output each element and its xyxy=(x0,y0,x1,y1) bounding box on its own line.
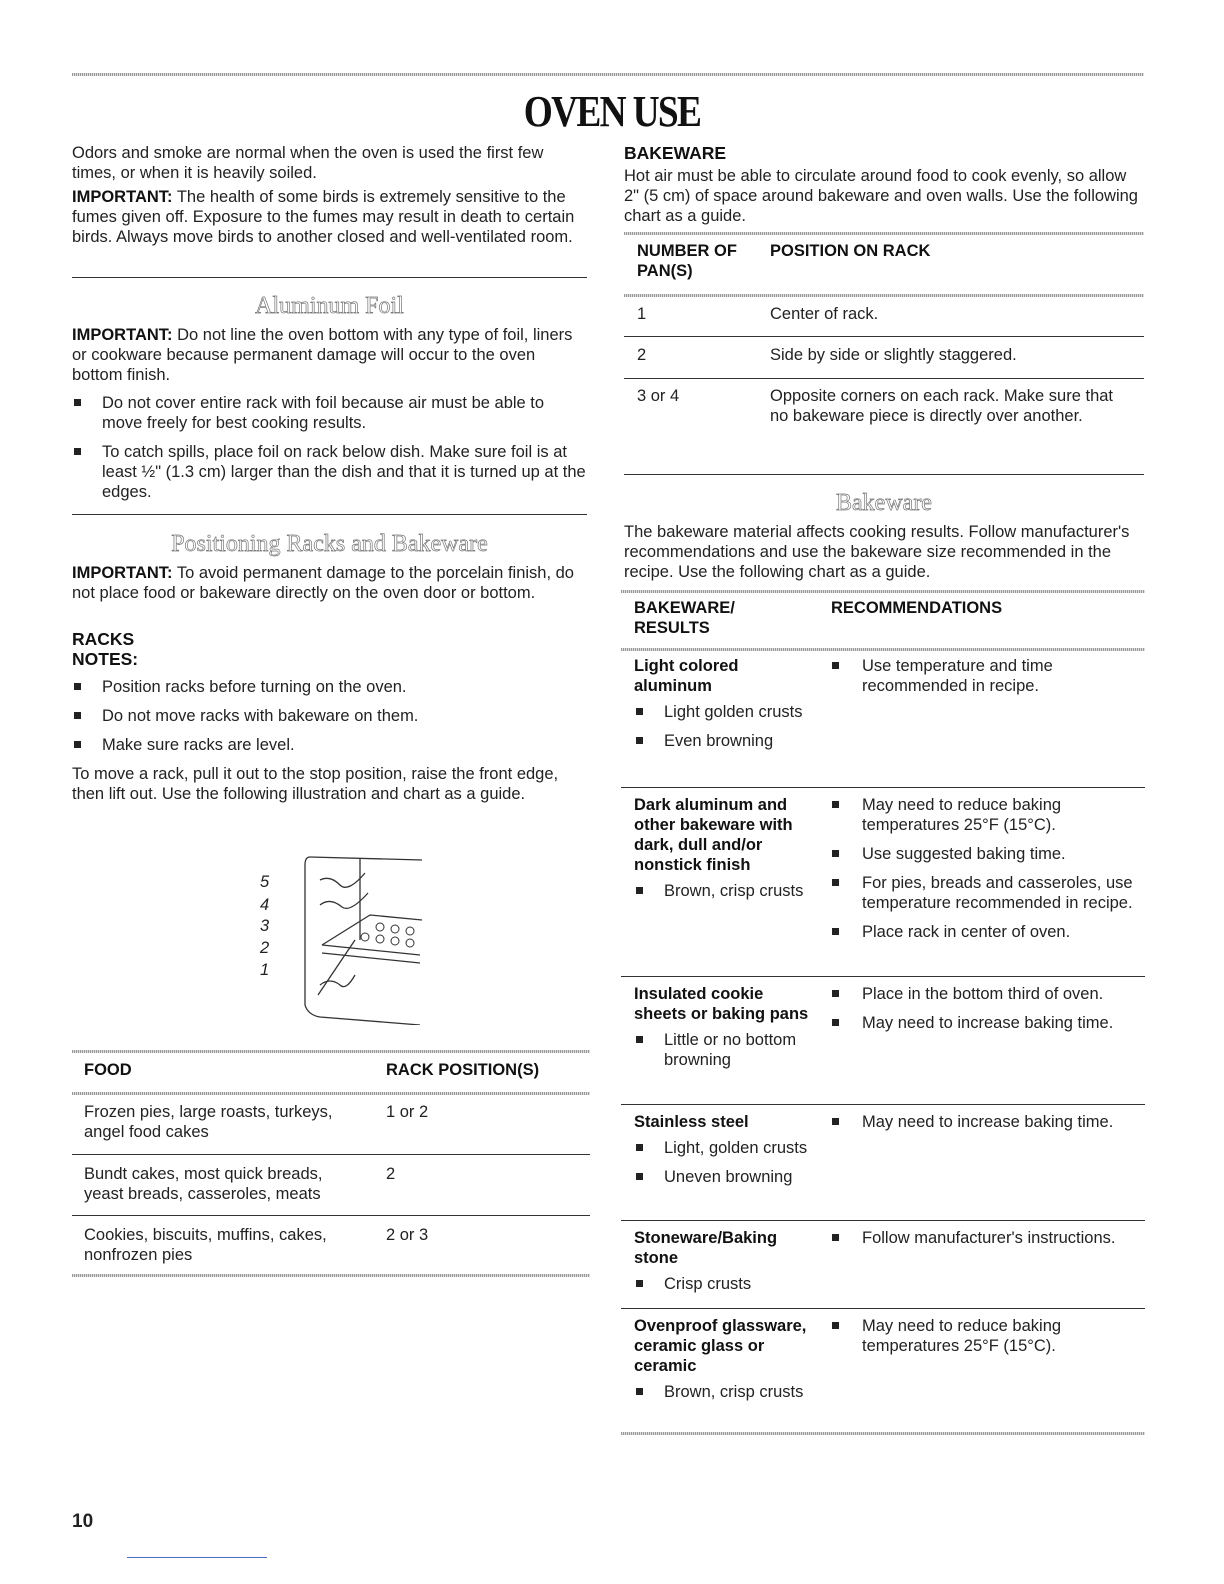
recommendation-item: Use temperature and time recommended in recipe. xyxy=(830,656,1140,696)
positioning-heading: Positioning Racks and Bakeware xyxy=(171,531,488,557)
position-cell: Opposite corners on each rack. Make sure that no bakeware piece is directly over another. xyxy=(770,387,1114,425)
rack-label-1: 1 xyxy=(260,961,270,979)
notes-heading: NOTES: xyxy=(72,649,139,669)
bakeware-type-cell xyxy=(634,984,814,1079)
positioning-important: To avoid permanent damage to the porcelain finish, do not place food or bakeware directly on the oven door or bottom. xyxy=(72,564,574,602)
foil-section xyxy=(72,325,587,511)
page-title: OVEN USE xyxy=(523,87,701,136)
page-number: 10 xyxy=(72,1511,94,1532)
note-item: Do not move racks with bakeware on them. xyxy=(72,706,587,726)
result-item: Little or no bottom browning xyxy=(634,1030,814,1070)
material-text: The bakeware material affects cooking results. Follow manufacturer's recommendations and use the bakeware size recommended in the recipe. Use the following chart as a guide. xyxy=(624,523,1130,581)
rack-instructions: To move a rack, pull it out to the stop position, raise the front edge, then lift out. Use the following illustration and chart as a guide. xyxy=(72,765,559,803)
top-divider xyxy=(72,73,1144,76)
rack-illustration xyxy=(250,845,430,1025)
position-cell: Center of rack. xyxy=(770,305,879,323)
row-divider xyxy=(621,1104,1145,1105)
rack-label-3: 3 xyxy=(260,917,270,935)
rack-label-4: 4 xyxy=(260,896,270,914)
pan-position-table xyxy=(624,232,1144,477)
position-cell: Side by side or slightly staggered. xyxy=(770,346,1017,364)
bakeware-type-cell xyxy=(634,1316,814,1411)
bakeware-text: Hot air must be able to circulate around food to cook evenly, so allow 2" (5 cm) of space around bakeware and oven walls. Use the following chart as a guide. xyxy=(624,167,1138,225)
bakeware-name: Stainless steel xyxy=(634,1113,749,1131)
row-divider xyxy=(621,787,1145,788)
row-divider xyxy=(621,976,1145,977)
racks-heading: RACKS xyxy=(72,629,135,649)
material-heading: Bakeware xyxy=(836,490,932,516)
food-cell: Bundt cakes, most quick breads, yeast breads, casseroles, meats xyxy=(84,1165,323,1203)
bakeware-name: Dark aluminum and other bakeware with dark, dull and/or nonstick finish xyxy=(634,796,793,874)
bakeware-type-cell xyxy=(634,795,814,910)
header-rack-position: RACK POSITION(S) xyxy=(386,1061,540,1079)
recommendation-cell xyxy=(830,1228,1140,1257)
food-cell: Cookies, biscuits, muffins, cakes, nonfrozen pies xyxy=(84,1226,327,1264)
important-label: IMPORTANT: xyxy=(72,326,173,344)
bakeware-type-cell xyxy=(634,656,814,760)
result-item: Brown, crisp crusts xyxy=(634,881,814,901)
bakeware-name: Stoneware/Baking stone xyxy=(634,1229,778,1267)
row-divider xyxy=(621,1308,1145,1309)
recommendation-cell xyxy=(830,1112,1140,1141)
foil-important: Do not line the oven bottom with any type of foil, liners or cookware because permanent damage will occur to the oven bottom finish. xyxy=(72,326,573,384)
result-item: Light, golden crusts xyxy=(634,1138,814,1158)
recommendation-item: May need to reduce baking temperatures 25°F (15°C). xyxy=(830,795,1140,835)
header-food: FOOD xyxy=(84,1061,132,1079)
bakeware-type-cell xyxy=(634,1112,814,1196)
recommendation-cell xyxy=(830,795,1140,951)
note-item: Position racks before turning on the oven. xyxy=(72,677,587,697)
result-item: Crisp crusts xyxy=(634,1274,814,1294)
intro-section xyxy=(72,143,587,251)
bakeware-material-table xyxy=(621,590,1145,1440)
recommendation-item: Use suggested baking time. xyxy=(830,844,1140,864)
recommendation-item: May need to increase baking time. xyxy=(830,1112,1140,1132)
result-item: Brown, crisp crusts xyxy=(634,1382,814,1402)
divider xyxy=(72,277,587,278)
recommendation-item: Follow manufacturer's instructions. xyxy=(830,1228,1140,1248)
foil-heading: Aluminum Foil xyxy=(255,293,404,319)
bakeware-name: Insulated cookie sheets or baking pans xyxy=(634,985,809,1023)
foil-bullet: Do not cover entire rack with foil because air must be able to move freely for best cooking results. xyxy=(72,393,587,433)
result-item: Uneven browning xyxy=(634,1167,814,1187)
rack-cell: 2 xyxy=(386,1165,396,1183)
important-label: IMPORTANT: xyxy=(72,188,173,206)
food-cell: Frozen pies, large roasts, turkeys, angel food cakes xyxy=(84,1103,333,1141)
recommendation-cell xyxy=(830,984,1140,1042)
rack-position-table xyxy=(72,1050,590,1280)
positioning-section xyxy=(72,563,587,808)
header-bakeware-results: BAKEWARE/ RESULTS xyxy=(634,599,735,637)
pans-cell: 3 or 4 xyxy=(637,387,680,405)
intro-text: Odors and smoke are normal when the oven is used the first few times, or when it is heavily soiled. xyxy=(72,144,544,182)
divider xyxy=(72,514,587,515)
note-item: Make sure racks are level. xyxy=(72,735,587,755)
recommendation-item: Place in the bottom third of oven. xyxy=(830,984,1140,1004)
rack-cell: 1 or 2 xyxy=(386,1103,429,1121)
header-position-on-rack: POSITION ON RACK xyxy=(770,242,931,260)
pans-cell: 2 xyxy=(637,346,647,364)
birds-warning: The health of some birds is extremely sensitive to the fumes given off. Exposure to the fumes may result in death to certain birds. Always move birds to another closed and well-ventilated room. xyxy=(72,188,575,246)
recommendation-item: For pies, breads and casseroles, use temperature recommended in recipe. xyxy=(830,873,1140,913)
important-label: IMPORTANT: xyxy=(72,564,173,582)
bakeware-name: Ovenproof glassware, ceramic glass or ceramic xyxy=(634,1317,807,1375)
row-divider xyxy=(621,1220,1145,1221)
rack-label-2: 2 xyxy=(260,939,270,957)
result-item: Light golden crusts xyxy=(634,702,814,722)
recommendation-item: Place rack in center of oven. xyxy=(830,922,1140,942)
bakeware-name: Light colored aluminum xyxy=(634,657,739,695)
bakeware-heading: BAKEWARE xyxy=(624,143,727,163)
pans-cell: 1 xyxy=(637,305,647,323)
recommendation-item: May need to increase baking time. xyxy=(830,1013,1140,1033)
foil-bullet: To catch spills, place foil on rack below dish. Make sure foil is at least ½" (1.3 cm) larger than the dish and that it is turned up at the edges. xyxy=(72,442,587,502)
header-recommendations: RECOMMENDATIONS xyxy=(831,599,1003,617)
rack-cell: 2 or 3 xyxy=(386,1226,429,1244)
bakeware-type-cell xyxy=(634,1228,814,1303)
footer-line xyxy=(127,1557,267,1558)
rack-label-5: 5 xyxy=(260,873,270,891)
result-item: Even browning xyxy=(634,731,814,751)
bakeware-section xyxy=(624,143,1144,230)
header-number-of-pans: NUMBER OF PAN(S) xyxy=(637,242,737,280)
recommendation-cell xyxy=(830,1316,1140,1365)
recommendation-cell xyxy=(830,656,1140,705)
recommendation-item: May need to reduce baking temperatures 25°F (15°C). xyxy=(830,1316,1140,1356)
